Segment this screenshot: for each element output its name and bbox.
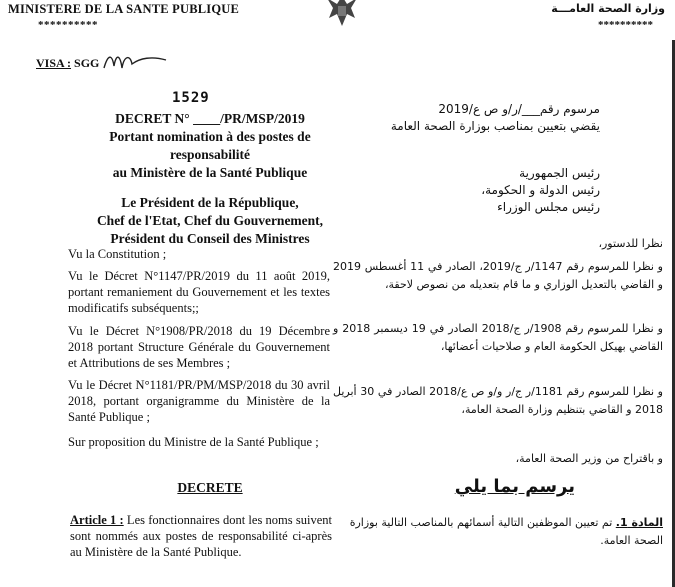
decree-title-fr	[70, 110, 350, 182]
header-stars-right: **********	[598, 19, 653, 31]
decrete-heading-fr: DECRETE	[177, 480, 243, 495]
president-line: Président du Conseil des Ministres	[110, 231, 310, 246]
header-stars-left: **********	[38, 19, 98, 31]
article-1-text-ar: تم تعيين الموظفين التالية أسمائهم بالمناصب التالية بوزارة الصحة العامة.	[349, 516, 663, 547]
decree-title-line: responsabilité	[169, 147, 250, 162]
president-line-ar: رئيس مجلس الوزراء	[497, 200, 600, 214]
president-block-ar	[330, 165, 600, 216]
decree-title-line: au Ministère de la Santé Publique	[112, 165, 308, 180]
decrete-heading-ar: يرسم بما يلي	[454, 476, 575, 497]
vu-decree-3-ar: و نظرا للمرسوم رقم 1181/ر ج/ر و/و ص ع/2018 الصادر في 30 أبريل 2018 و القاضي بتنظيم وزارة الصحة العامة،	[333, 385, 663, 416]
decree-title-line: Portant nomination à des postes de	[109, 129, 311, 144]
vu-decree-1-ar: و نظرا للمرسوم رقم 1147/ر ج/2019، الصادر في 11 أغسطس 2019 و القاضي بالتعديل الوزاري و ما قام بتعديله من نصوص لاحقة،	[333, 260, 663, 291]
article-1-label-fr: Article 1 :	[70, 513, 124, 527]
article-1-text-fr: Les fonctionnaires dont les noms suivent sont nommés aux postes de responsabilité ci-après au Ministère de la Santé Publique.	[70, 513, 332, 559]
president-line-ar: رئيس الدولة و الحكومة،	[481, 183, 600, 197]
decree-title-line-ar: يقضي بتعيين بمناصب بوزارة الصحة العامة	[390, 119, 600, 133]
decree-title-line-ar: مرسوم رقم___/ر/و ص ع/2019	[438, 102, 600, 116]
article-1-ar	[333, 514, 663, 550]
ministry-name-fr: MINISTERE DE LA SANTE PUBLIQUE	[8, 2, 240, 16]
vu-decree-3-fr: Vu le Décret N°1181/PR/PM/MSP/2018 du 30 avril 2018, portant organigramme du Ministère de la Santé Publique ;	[68, 378, 330, 424]
decree-title-line: DECRET N° ____/PR/MSP/2019	[115, 111, 305, 126]
visa-label: VISA :	[36, 56, 72, 70]
decree-number-stamp: 1529	[172, 90, 210, 106]
decree-title-ar	[330, 101, 600, 135]
vu-constitution-ar: نظرا للدستور،	[598, 237, 663, 250]
president-line-ar: رئيس الجمهورية	[519, 166, 600, 180]
president-block-fr	[70, 194, 350, 248]
vu-decree-2-fr: Vu le Décret N°1908/PR/2018 du 19 Décembre 2018 portant Structure Générale du Gouvernement et Attributions de ses Membres ;	[68, 324, 330, 370]
visa-value: SGG	[74, 56, 100, 70]
vu-decree-1-fr: Vu le Décret N°1147/PR/2019 du 11 août 2019, portant remaniement du Gouvernement et les textes modificatifs subséquents;;	[68, 269, 330, 315]
article-1-label-ar: المادة 1.	[615, 516, 663, 529]
vu-decree-2-ar: و نظرا للمرسوم رقم 1908/ر ج/2018 الصادر في 19 ديسمبر 2018 و القاضي بهيكل الحكومة العام و صلاحيات أعضائها،	[333, 322, 663, 353]
ministry-name-ar: وزارة الصحة العامـــة	[551, 2, 665, 15]
president-line: Chef de l'Etat, Chef du Gouvernement,	[96, 213, 324, 228]
president-line: Le Président de la République,	[121, 195, 299, 210]
coat-of-arms-emblem	[323, 0, 361, 30]
vu-constitution-fr: Vu la Constitution ;	[68, 247, 167, 261]
article-1-fr	[70, 512, 332, 560]
handwritten-signature	[100, 46, 170, 86]
proposition-fr: Sur proposition du Ministre de la Santé Publique ;	[68, 435, 319, 449]
proposition-ar: و باقتراح من وزير الصحة العامة،	[515, 452, 663, 465]
visa-line	[36, 56, 99, 71]
